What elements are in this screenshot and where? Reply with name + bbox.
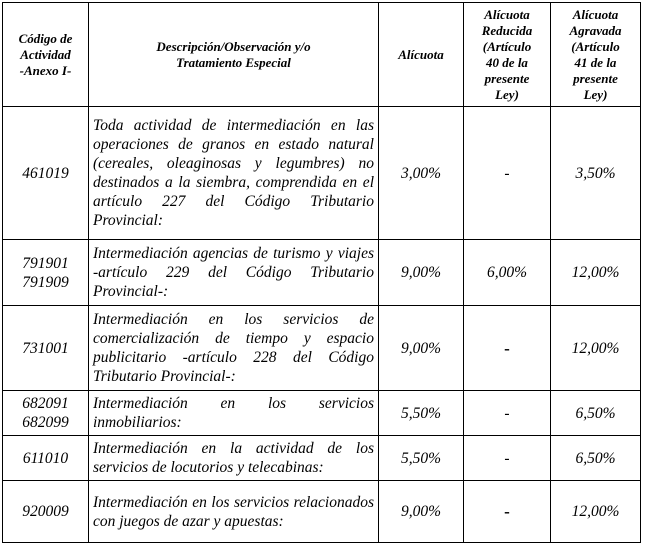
activity-code: 920009 bbox=[3, 481, 89, 543]
activity-code: 682091 682099 bbox=[3, 391, 89, 436]
table-row bbox=[3, 436, 641, 481]
activity-code: 461019 bbox=[3, 107, 89, 240]
activity-description: Toda actividad de intermediación en las operaciones de granos en estado natural (cereales, oleaginosas y legumbres) no destinados a la siembra, comprendida en el artículo 227 del Código Tributario Provincial: bbox=[89, 107, 379, 240]
activity-description: Intermediación en los servicios relacionados con juegos de azar y apuestas: bbox=[89, 481, 379, 543]
rate-value: 5,50% bbox=[379, 436, 464, 481]
table-row bbox=[3, 240, 641, 306]
aggravated-rate-value: 12,00% bbox=[551, 306, 641, 391]
table-row bbox=[3, 481, 641, 543]
header-rate: Alícuota bbox=[379, 3, 464, 107]
activity-description: Intermediación en la actividad de los servicios de locutorios y telecabinas: bbox=[89, 436, 379, 481]
header-description: Descripción/Observación y/o Tratamiento Especial bbox=[89, 3, 379, 107]
aggravated-rate-value: 6,50% bbox=[551, 391, 641, 436]
reduced-rate-value: - bbox=[464, 391, 551, 436]
rate-value: 3,00% bbox=[379, 107, 464, 240]
reduced-rate-value: 6,00% bbox=[464, 240, 551, 306]
activity-description: Intermediación en los servicios de comercialización de tiempo y espacio publicitario -artículo 228 del Código Tributario Provincial-: bbox=[89, 306, 379, 391]
header-row bbox=[3, 3, 641, 107]
aggravated-rate-value: 6,50% bbox=[551, 436, 641, 481]
aggravated-rate-value: 12,00% bbox=[551, 481, 641, 543]
header-reduced-rate: Alícuota Reducida (Artículo 40 de la presente Ley) bbox=[464, 3, 551, 107]
table-row bbox=[3, 391, 641, 436]
rate-value: 9,00% bbox=[379, 306, 464, 391]
activity-code: 611010 bbox=[3, 436, 89, 481]
rate-value: 9,00% bbox=[379, 240, 464, 306]
header-activity-code: Código de Actividad -Anexo I- bbox=[3, 3, 89, 107]
header-aggravated-rate: Alícuota Agravada (Artículo 41 de la presente Ley) bbox=[551, 3, 641, 107]
aggravated-rate-value: 12,00% bbox=[551, 240, 641, 306]
reduced-rate-value: - bbox=[464, 481, 551, 543]
reduced-rate-value: - bbox=[464, 306, 551, 391]
reduced-rate-value: - bbox=[464, 107, 551, 240]
table-row bbox=[3, 306, 641, 391]
activity-description: Intermediación en los servicios inmobiliarios: bbox=[89, 391, 379, 436]
rate-value: 5,50% bbox=[379, 391, 464, 436]
activity-code: 791901 791909 bbox=[3, 240, 89, 306]
table-row bbox=[3, 107, 641, 240]
tax-rates-table bbox=[2, 2, 641, 543]
rate-value: 9,00% bbox=[379, 481, 464, 543]
activity-description: Intermediación agencias de turismo y viajes -artículo 229 del Código Tributario Provincial-: bbox=[89, 240, 379, 306]
reduced-rate-value: - bbox=[464, 436, 551, 481]
activity-code: 731001 bbox=[3, 306, 89, 391]
aggravated-rate-value: 3,50% bbox=[551, 107, 641, 240]
